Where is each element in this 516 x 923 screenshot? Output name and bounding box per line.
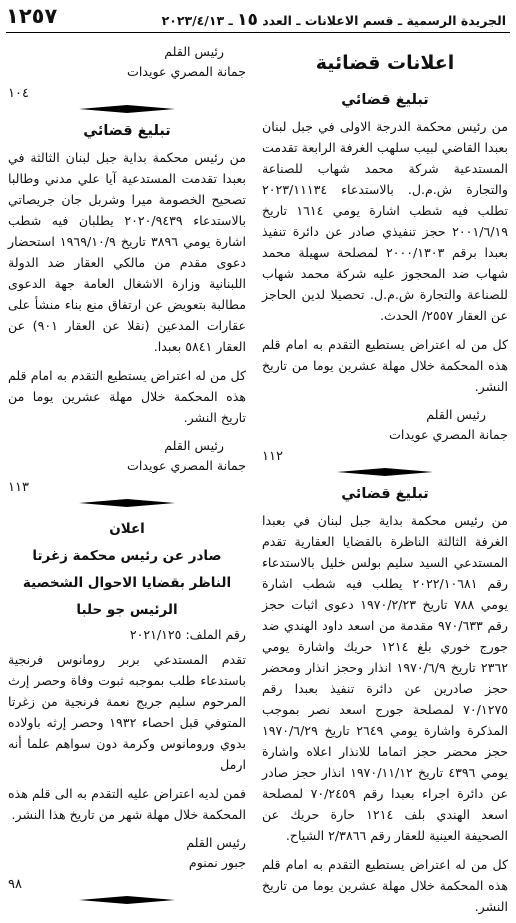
signature-role: رئيس القلم: [164, 438, 224, 453]
notice-objection: كل من له اعتراض يستطيع التقدم به امام قلم هذه المحكمة خلال مهلة عشرين يوما من تاريخ النشر.: [262, 857, 508, 914]
notice-body: تقدم المستدعي بربر رومانوس فرنجية باستدعاء طلب بموجبه ثبوت وفاة وحصر إرث المرحوم سليم جريج نعمة فرنجية من زغرتا المتوفي قبل احصاء ١٩٣٢ وحصر إرثه باولاده بدوي ورومانوس وكرمة دون سواهم علما أنه ارمل: [8, 652, 246, 772]
notice-objection: كل من له اعتراض يستطيع التقدم به امام قلم هذه المحكمة خلال مهلة عشرين يوما من تاريخ النشر.: [262, 337, 508, 394]
divider-ornament: [337, 468, 433, 476]
announcement-judge: الرئيس جو حلبا: [76, 602, 178, 618]
section-title: اعلانات قضائية: [315, 52, 455, 74]
announcement-title: اعلان: [109, 521, 145, 537]
page-header: [6, 6, 510, 33]
divider-ornament: [79, 105, 175, 113]
file-number: رقم الملف: ٢٠٢١/١٢٥: [129, 627, 246, 642]
signature-name: جمانة المصري عويدات: [126, 458, 246, 473]
notice-number: ١٠٤: [8, 86, 29, 101]
announcement-jurisdiction: الناظر بقضايا الاحوال الشخصية: [22, 575, 232, 591]
left-column: [8, 42, 246, 913]
notice-title: تبليغ قضائي: [83, 123, 171, 139]
header-gazette-name: الجريدة الرسمية ـ قسم الاعلانات ـ العدد: [262, 13, 506, 28]
signature-role: رئيس القلم: [426, 407, 486, 422]
announcement-issuer: صادر عن رئيس محكمة زغرتا: [32, 548, 222, 564]
signature-role: رئيس القلم: [164, 44, 224, 59]
notice-number: ١١٢: [262, 449, 283, 464]
divider-ornament: [79, 896, 175, 904]
notice-body: من رئيس محكمة الدرجة الاولى في جبل لبنان بعبدا القاضي لبيب سلهب الغرفة الرابعة تقدمت المستدعية شركة محمد شهاب للصناعة والتجارة ش.م.ل. بالاستدعاء ٢٠٢٣/١١١٣٤ تطلب فيه شطب اشارة يومي ١٦١٤ تاريخ ٢٠٠١/٦/١٩ حجز تنفيذي صادر عن دائرة تنفيذ بعبدا برقم ٢٠٠٠/١٣٠٣ لمصلحة سهيلة محمد شهاب ضد المحجوز عليه شركة محمد شهاب للصناعة والتجارة ش.م.ل. تحصيلا لدين الحاجز عن العقار ٢٥٥٧/ الحدث.: [262, 119, 509, 323]
notice-objection: فمن لديه اعتراض عليه التقدم به الى قلم هذه المحكمة خلال مهلة شهر من تاريخ هذا النشر.: [8, 786, 246, 822]
signature-name: جمانة المصري عويدات: [388, 427, 508, 442]
signature-name: جمانة المصري عويدات: [126, 64, 246, 79]
header-date: ـ ٢٠٢٣/٤/١٣: [161, 13, 233, 28]
notice-number: ١١٣: [8, 480, 29, 495]
right-column: [262, 42, 508, 913]
header-issue-number: ١٥: [237, 10, 258, 30]
signature-name: جبور نمنوم: [188, 855, 246, 870]
header-title: [162, 10, 506, 30]
notice-objection: كل من له اعتراض يستطيع التقدم به امام قلم هذه المحكمة خلال مهلة عشرين يوما من تاريخ النشر.: [8, 368, 246, 425]
notice-title: تبليغ قضائي: [341, 92, 429, 108]
signature-role: رئيس القلم: [186, 835, 246, 850]
notice-body: من رئيس محكمة بداية جبل لبنان في بعبدا الغرفة الثالثة الناظرة بالقضايا العقارية تقدم المستدعي السيد سليم بولس خليل بالاستدعاء رقم ٢٠٢٢/١٠٦٨١ يطلب فيه شطب اشارة يومي ٧٨٨ تاريخ ١٩٧٠/٢/٢٣ دعوى اثبات حجز رقم ٩٧٠/٦٣٣ مقدمة من اسعد داود الهندي ضد جورج خوري بلغ ١٢١٤ حريك واشارة يومي ٢٣٦٢ تاريخ ١٩٧٠/٦/٩ انذار وحجز انذار ومحضر حجز صادرين عن دائرة تنفيذ بعبدا رقم ٧٠/١٢٧٥ لمصلحة جورج اسعد نصر بموجب المذكرة واشارة يومي ٢٦٤٩ تاريخ ١٩٧٠/٦/٢٩ حجز محضر حجز اتماما للانذار اعلاه واشارة يومي ٤٣٩٦ تاريخ ١٩٧٠/١١/١٢ انذار حجز صادر عن دائرة اجراء بعبدا رقم ٧٠/٢٤٥٩ لمصلحة اسعد الهندي بلف ١٢١٤ حارة حريك عن الصحيفة العينية للعقار رقم ٢/٣٨٦٦ الشياح.: [262, 513, 509, 843]
notice-title: تبليغ قضائي: [341, 486, 429, 502]
divider-ornament: [79, 499, 175, 507]
notice-body: من رئيس محكمة بداية جبل لبنان الثالثة في بعبدا تقدمت المستدعية آيا علي مدني وطالبا تصحيح الخصومة ميرا وشربل جان جريصاتي بالاستدعاء ٢٠٢٠/٩٤٣٩ يطلبان فيه شطب اشارة يومي ٣٨٩٦ تاريخ ١٩٦٩/١٠/٩ استحضار دعوى مقدم من مالكي العقار ضد الدولة اللبنانية وزارة الاشغال العامة جهة الدعوى مطالبة بتعويض عن ارتفاق منع بناء منشأ على عقارات المدعين (نقلا عن العقار ٩٠١) عن العقار ٥٨٤١ بعبدا.: [8, 150, 246, 354]
notice-number: ٩٨: [8, 877, 22, 892]
page-number: ١٢٥٧: [6, 4, 58, 28]
